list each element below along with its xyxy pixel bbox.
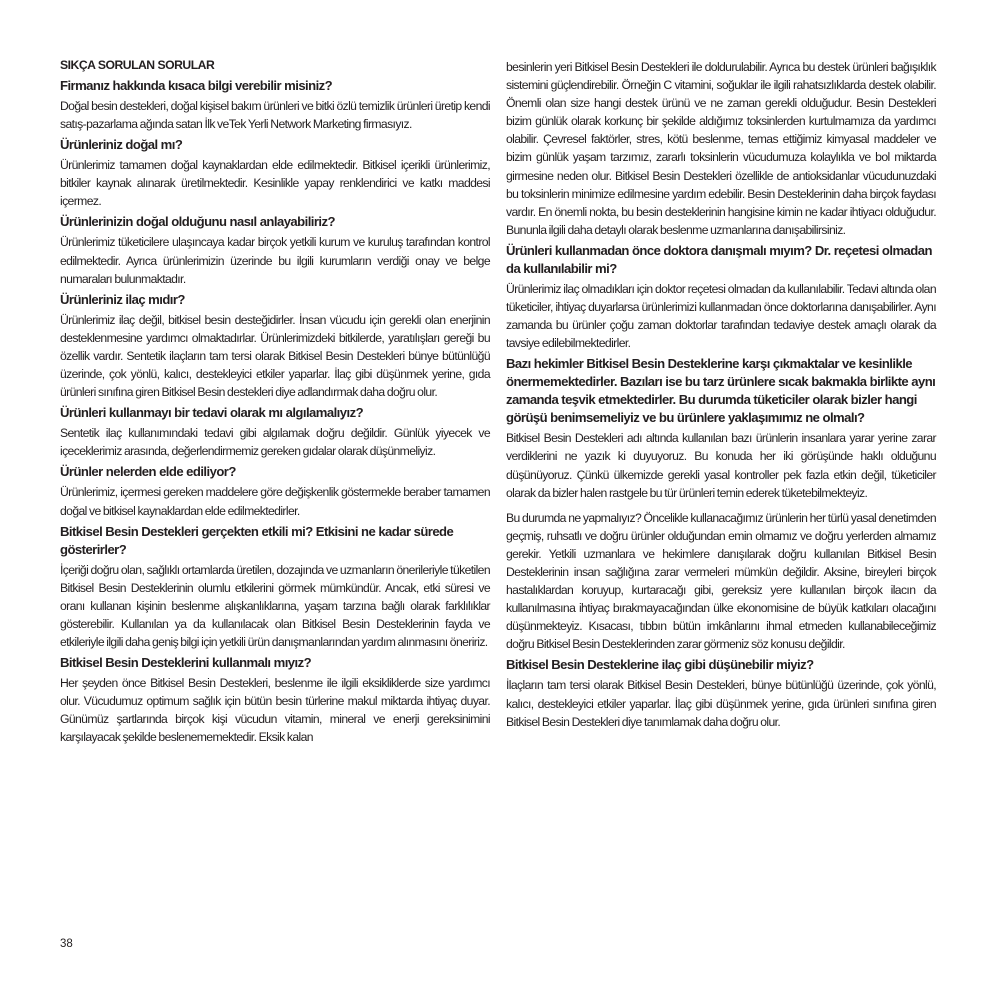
question-heading: Firmanız hakkında kısaca bilgi verebilir misiniz? (60, 78, 333, 93)
answer-paragraph: Bu durumda ne yapmalıyız? Öncelikle kullanacağımız ürünlerin her türlü yasal denetimden geçmiş, ruhsatlı ve doğru ürünler olduğundan emin olmamız ve doğru yerlerden almamız gerekir. Yetkili uzmanlara ve hekimlere danışılarak doğru kullanılan Bitkisel Besin Desteklerinin insan sağlığına zarar vermeleri mümkün değildir. Aksine, bireyleri birçok hastalıklardan koruyup, kurtaracağı gibi, gereksiz yere kullanılan birçok ilacın da kullanılmasına ihtiyaç bırakmayacağından ülke ekonomisine de büyük katkıları olacağını düşünmekteyiz. Kısacası, tıbbın bütün imkânlarını ihmal etmeden kullanabileceğimiz doğru Bitkisel Besin Desteklerinden zarar görmeniz söz konusu değildir. (506, 510, 936, 652)
answer-paragraph: Ürünlerimiz, içermesi gereken maddelere göre değişkenlik göstermekle beraber tamamen doğal ve bitkisel kaynaklardan elde edilmektedirler. (60, 485, 490, 518)
answer-paragraph: Bitkisel Besin Destekleri adı altında kullanılan bazı ürünlerin insanlara yarar yerine zarar verdiklerini ne yazık ki duyuyoruz. Bu konuda her iki görüşünde haklı olduğunu düşünüyoruz. Çünkü ülkemizde gerekli yasal kontroller pek fazla etkin değil, tüketiciler olarak da bizler halen rastgele bu tür ürünleri temin ederek tüketebilmekteyiz. (506, 431, 936, 500)
answer-paragraph: Ürünlerimiz tüketicilere ulaşıncaya kadar birçok yetkili kurum ve kuruluş tarafından kontrol edilmektedir. Ayrıca ürünlerimizin üzerinde bu ilgili kurumların verdiği onay ve belge numaraları bulunmaktadır. (60, 235, 490, 286)
answer-paragraph: Ürünlerimiz ilaç değil, bitkisel besin desteğidirler. İnsan vücudu için gerekli olan enerjinin desteklenmesine yardımcı olmaktadırlar. Ürünlerimizdeki bitkilerde, yaratılışları gereği bu özellik vardır. Sentetik ilaçların tam tersi olarak Bitkisel Besin Destekleri bünye bütünlüğü üzerinde, çok yönlü, kalıcı, destekleyici etkiler yaparlar. İlaç gibi düşünmek yerine, gıda ürünleri sınıfına giren Bitkisel Besin destekleri diye adlandırmak daha doğru olur. (60, 312, 490, 400)
question-heading: Bitkisel Besin Desteklerini kullanmalı mıyız? (60, 655, 312, 671)
question-heading: Bazı hekimler Bitkisel Besin Desteklerine karşı çıkmaktalar ve kesinlikle önermemektedirler. Bazıları ise bu tarz ürünlere sıcak bakmakla birlikte aynı zamanda teşvik etmektedirler. Bu durumda tüketiciler olarak bizler hangi görüşü benimsemeliyiz ve bu ürünlere yaklaşımımız ne olmalı? (506, 356, 936, 426)
question-heading: Ürünleriniz doğal mı? (60, 137, 183, 153)
answer-paragraph: Ürünlerimiz ilaç olmadıkları için doktor reçetesi olmadan da kullanılabilir. Tedavi altında olan tüketiciler, ihtiyaç duyarlarsa ürünlerimizi kullanmadan önce doktorlarına danışabilirler. Aynı zamanda bu ürünler çoğu zaman doktorlar tarafından tedaviye destek amaçlı olarak da tavsiye edilebilmektedirler. (506, 281, 936, 351)
question-heading: Ürünler nelerden elde ediliyor? (60, 464, 236, 480)
answer-paragraph: Ürünlerimiz tamamen doğal kaynaklardan elde edilmektedir. Bitkisel içerikli ürünlerimiz, bitkiler kaynak alınarak üretilmektedir. Kesinlikle yapay renklendirici ve katkı maddesi içermez. (60, 158, 490, 209)
answer-paragraph: Sentetik ilaç kullanımındaki tedavi gibi algılamak doğru değildir. Günlük yiyecek ve içeceklerimiz arasında, değerlendirmemiz gereken gıdalar olarak düşünmeliyiz. (60, 426, 490, 459)
question-heading: Ürünleriniz ilaç mıdır? (60, 291, 185, 307)
page-number: 38 (60, 938, 73, 950)
answer-paragraph: Her şeyden önce Bitkisel Besin Destekleri, beslenme ile ilgili eksikliklerde size yardımcı olur. Vücudumuz optimum sağlık için bütün besin türlerine makul miktarda ihtiyaç duyar. Günümüz şartlarında birçok kişi vücudun vitamin, mineral ve enerji gereksinimini karşılayacak şekilde beslenememektedir. Eksik kalan (60, 676, 490, 745)
answer-paragraph: Doğal besin destekleri, doğal kişisel bakım ürünleri ve bitki özlü temizlik ürünleri üretip kendi satış-pazarlama ağında satan İlk veTek Yerli Network Marketing firmasıyız. (60, 99, 490, 132)
question-heading: Ürünleri kullanmayı bir tedavi olarak mı algılamalıyız? (60, 405, 364, 421)
question-heading: Bitkisel Besin Desteklerine ilaç gibi düşünebilir miyiz? (506, 657, 814, 673)
answer-paragraph: İçeriği doğru olan, sağlıklı ortamlarda üretilen, dozajında ve uzmanların önerileriyle tüketilen Bitkisel Besin Desteklerinin olumlu etkilerini görmek mümkündür. Ancak, etki süresi ve oranı kullanan kişinin beslenme alışkanlıklarına, yaşam tarzına bağlı olarak farklılıklar gösterebilir. Kullanılan ya da kullanılacak olan Bitkisel Besin Desteklerinin fayda ve etkileriyle ilgili daha geniş bilgi için yetkili ürün danışmanlarından yardım alınmasını öneririz. (60, 562, 490, 649)
left-column (60, 58, 490, 749)
question-heading: Bitkisel Besin Destekleri gerçekten etkili mi? Etkisini ne kadar sürede gösterirler? (60, 523, 454, 557)
question-heading: Ürünlerinizin doğal olduğunu nasıl anlayabiliriz? (60, 214, 335, 230)
answer-paragraph-continued: besinlerin yeri Bitkisel Besin Destekleri ile doldurulabilir. Ayrıca bu destek ürünleri bağışıklık sistemini güçlendirebilir. Örneğin C vitamini, soğuklar ile ilgili rahatsızlıklarda destek olabilir. Önemli olan size hangi destek ürünü ve ne zaman gerekli olduğudur. Besin Destekleri bizim günlük olarak korkunç bir şekilde aldığımız toksinlerden kurtulmamıza da yardımcı olabilir. Çevresel faktörler, stres, kötü beslenme, temas ettiğimiz kimyasal maddeler ve bizim günlük yaşam tarzımız, zararlı toksinlerin vücudumuza kolaylıkla ve bol miktarda girmesine neden olur. Bitkisel Besin Destekleri özellikle de antioksidanlar vücudunuzdaki bu toksinlerin minimize edilmesine yardım edebilir. Besin Desteklerinin daha birçok faydası vardır. En önemli nokta, bu besin desteklerinin hangisine kimin ne kadar ihtiyacı olduğudur. Bununla ilgili daha detaylı olarak beslenme uzmanlarına danışabilirsiniz. (506, 60, 936, 237)
right-column (506, 58, 936, 734)
question-heading: Ürünleri kullanmadan önce doktora danışmalı mıyım? Dr. reçetesi olmadan da kullanılabilir mi? (506, 242, 932, 276)
answer-paragraph: İlaçların tam tersi olarak Bitkisel Besin Destekleri, bünye bütünlüğü üzerinde, çok yönlü, kalıcı, destekleyici etkiler yaparlar. İlaç gibi düşünmek yerine, gıda ürünleri sınıfına giren Bitkisel Besin Destekleri diye tanımlamak daha doğru olur. (506, 678, 936, 729)
section-title: SIKÇA SORULAN SORULAR (60, 58, 215, 72)
